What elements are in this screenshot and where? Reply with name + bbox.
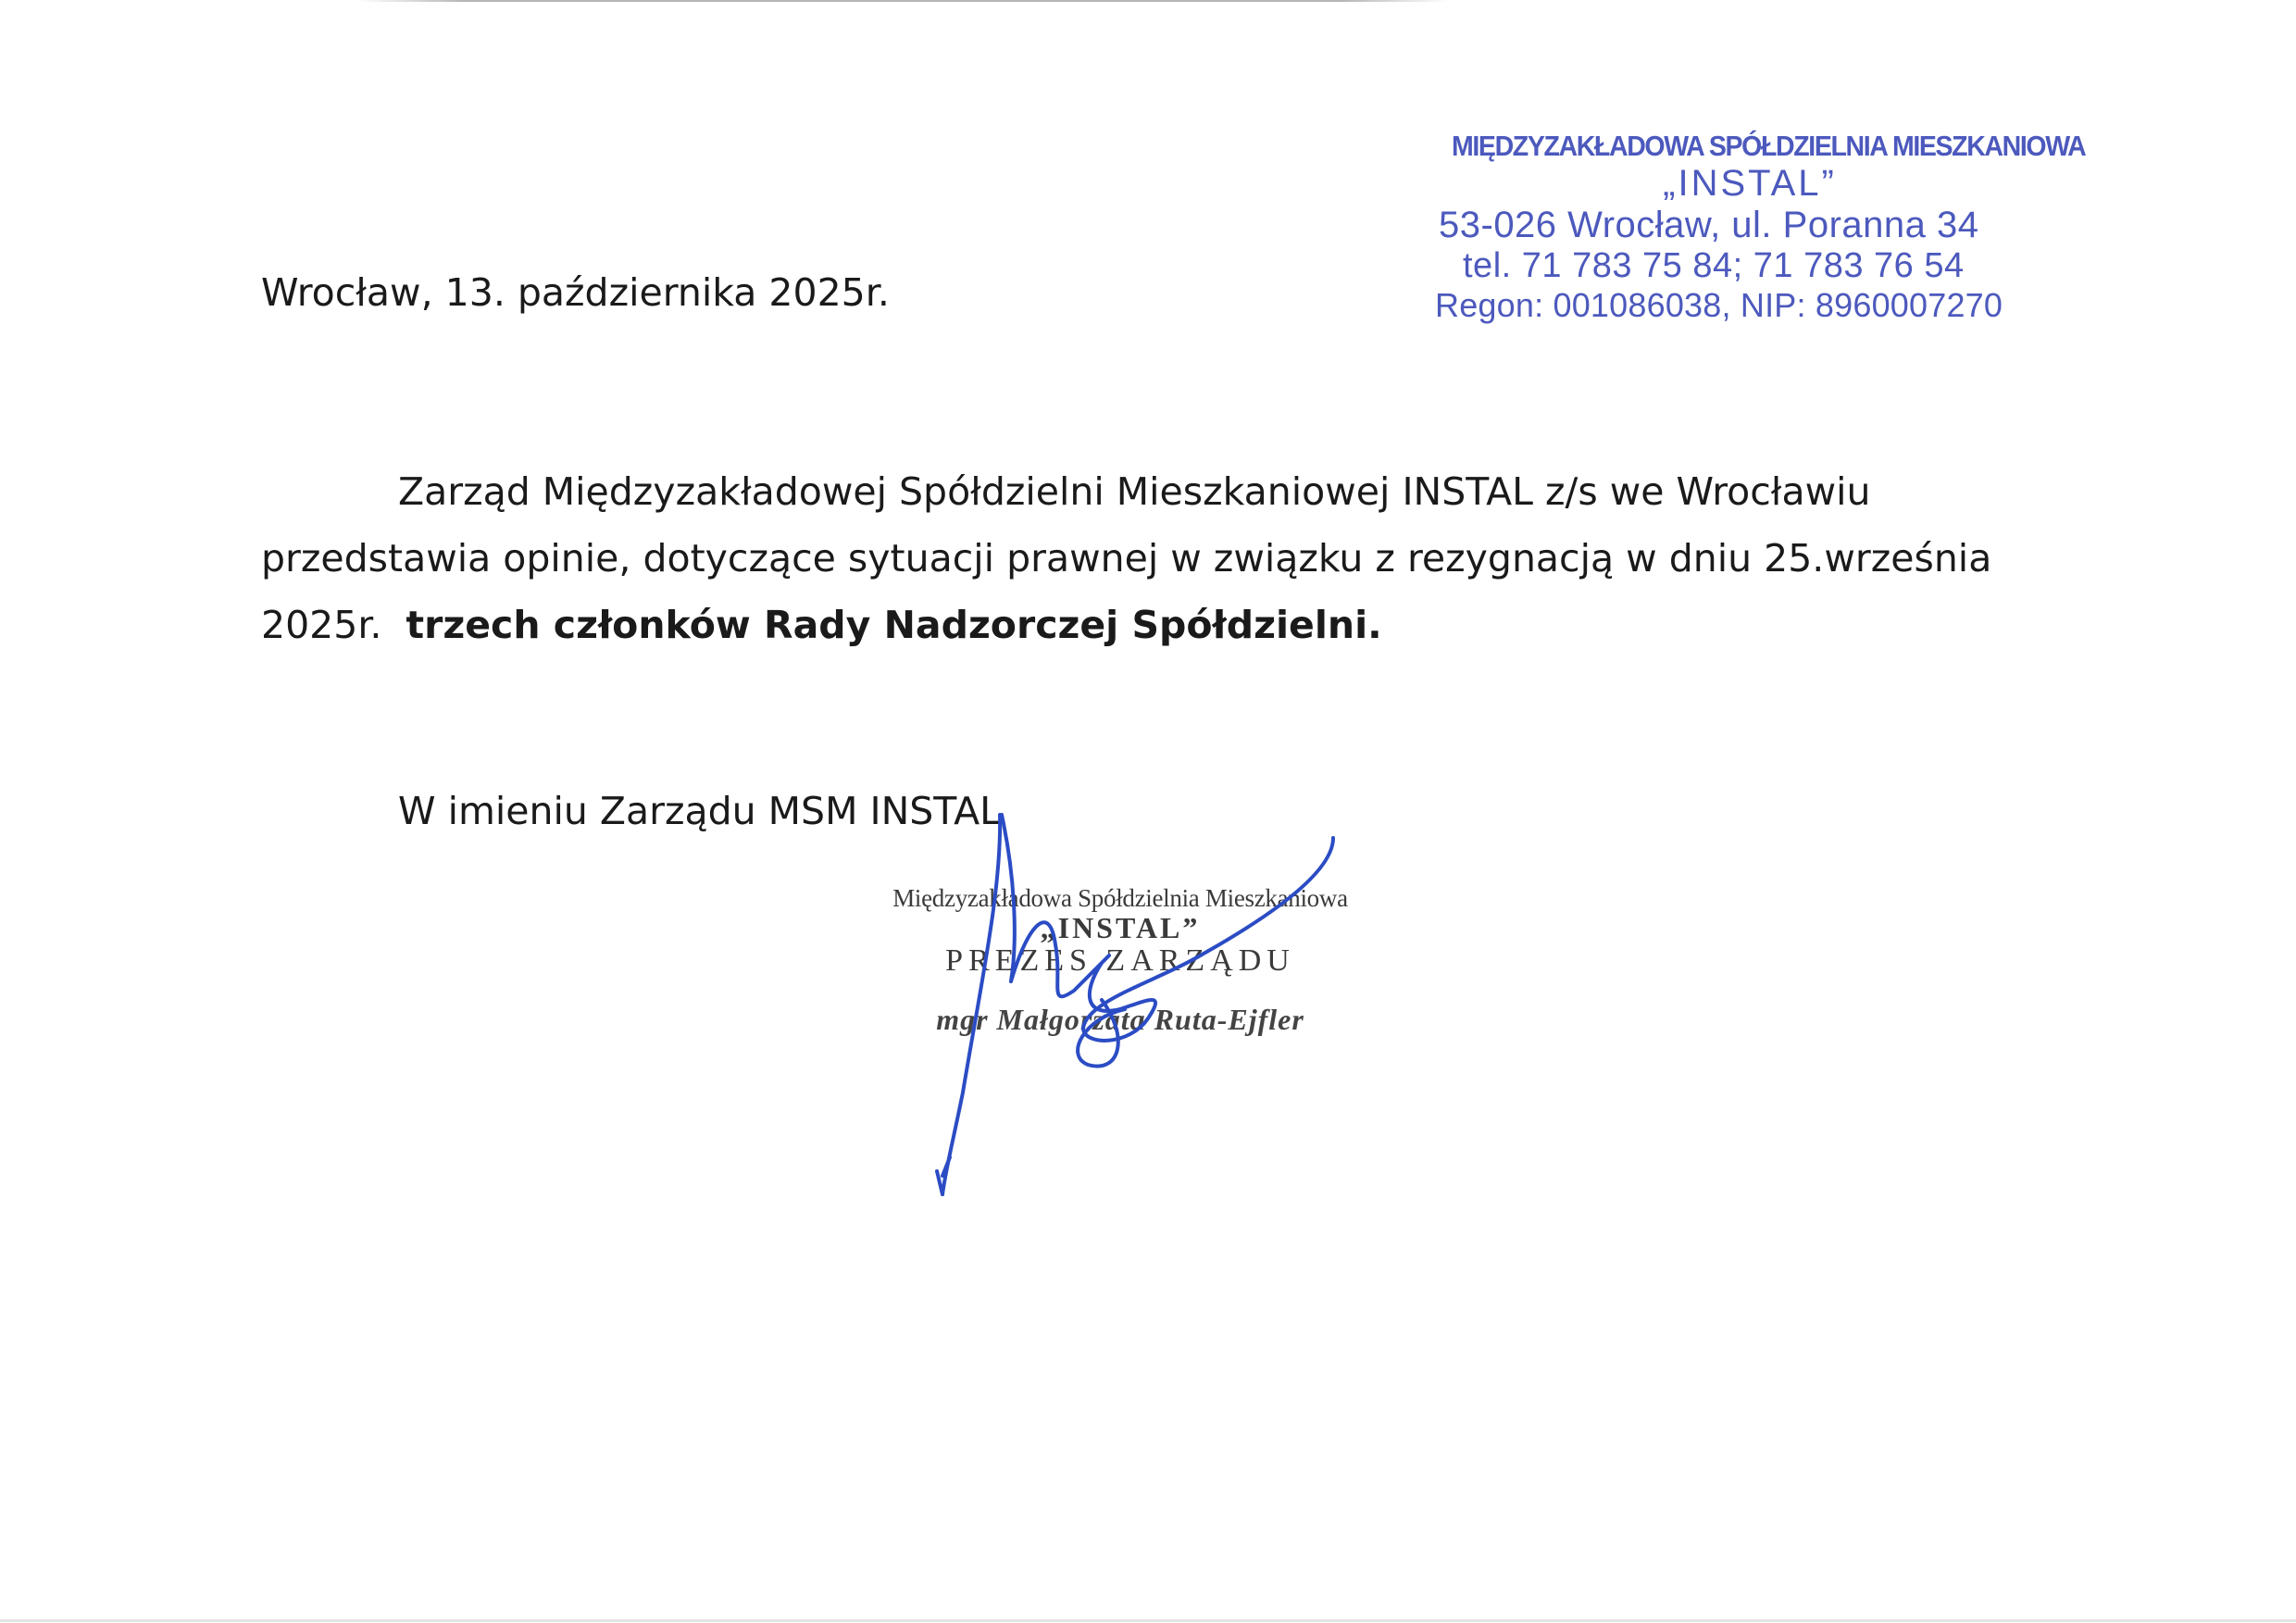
stamp-company-short: „INSTAL”	[1663, 163, 1837, 204]
president-stamp-title: PREZES ZARZĄDU	[945, 943, 1295, 978]
body-line-1: Zarząd Międzyzakładowej Spółdzielni Mieszkaniowej INSTAL z/s we Wrocławiu	[398, 469, 1871, 514]
stamp-address: 53-026 Wrocław, ul. Poranna 34	[1439, 205, 1979, 245]
body-line-3-start: 2025r.	[261, 603, 382, 647]
president-stamp-name: mgr Małgorzata Ruta-Ejfler	[936, 1003, 1304, 1036]
scan-edge-top	[356, 0, 1449, 2]
president-stamp-company: Międzyzakładowa Spółdzielnia Mieszkaniowa	[892, 884, 1348, 912]
stamp-registry: Regon: 001086038, NIP: 8960007270	[1435, 286, 2003, 324]
signature-stroke-tail	[937, 1157, 950, 1194]
company-stamp	[1426, 130, 2086, 325]
body-line-3	[261, 592, 2039, 658]
stamp-company-name: MIĘDZYZAKŁADOWA SPÓŁDZIELNIA MIESZKANIOWA	[1452, 130, 2086, 162]
body-line-2: przedstawia opinie, dotyczące sytuacji prawnej w związku z rezygnacją w dniu 25.września	[261, 536, 1992, 581]
scan-edge-bottom	[0, 1619, 2296, 1622]
president-stamp	[852, 884, 1389, 1037]
body-line-3-bold: trzech członków Rady Nadzorczej Spółdzielni.	[406, 603, 1382, 647]
president-stamp-short: „INSTAL”	[1040, 911, 1201, 944]
letter-date: Wrocław, 13. października 2025r.	[261, 270, 890, 315]
stamp-phone: tel. 71 783 75 84; 71 783 76 54	[1463, 246, 1965, 285]
letter-body	[261, 458, 2039, 658]
closing-line: W imieniu Zarządu MSM INSTAL	[398, 789, 1002, 833]
